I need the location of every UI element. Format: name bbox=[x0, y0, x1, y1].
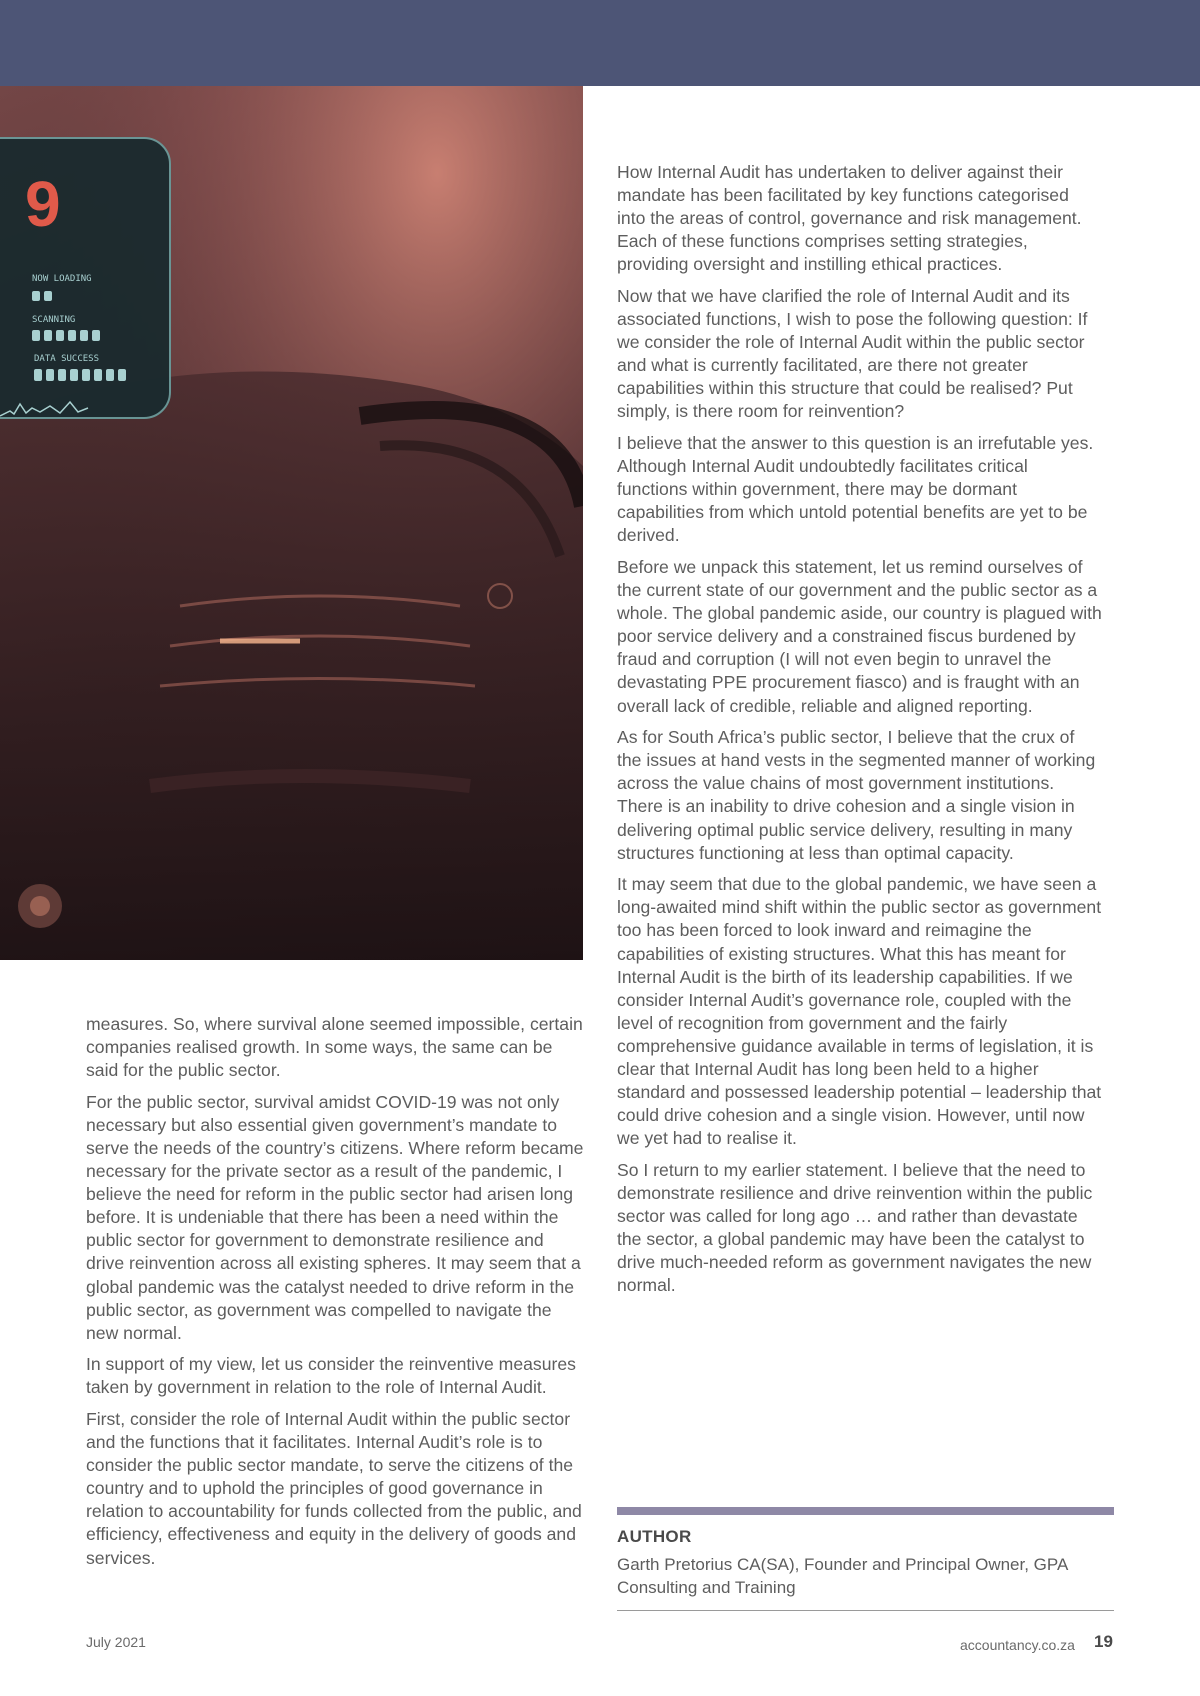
hud-label-loading: NOW LOADING bbox=[32, 274, 92, 284]
paragraph: measures. So, where survival alone seemed impossible, certain companies realised growth. In some ways, the same can be said for the public sector. bbox=[86, 1014, 583, 1081]
paragraph: So I return to my earlier statement. I believe that the need to demonstrate resilience and drive reinvention within the public sector was called for long ago … and rather than devastate the sector, a global pandemic may have been the catalyst to drive much-needed reform as government navigates the new normal. bbox=[617, 1159, 1093, 1296]
paragraph: For the public sector, survival amidst COVID-19 was not only necessary but also essential given government’s mandate to serve the needs of the country’s citizens. Where reform became necessary for the private sector as a result of the pandemic, I believe the need for reform in the public sector had arisen long before. It is undeniable that there has been a need within the public sector for government to demonstrate resilience and drive reinvention across all existing spheres. It may seem that a global pandemic was the catalyst needed to drive reform in the public sector, as government was compelled to navigate the new normal. bbox=[86, 1091, 584, 1343]
paragraph: As for South Africa’s public sector, I believe that the crux of the issues at hand vests in the segmented manner of working across the value chains of most government institutions. There is an inability to drive cohesion and a single vision in delivering optimal public service delivery, resulting in many structures functioning at less than optimal capacity. bbox=[617, 727, 1096, 863]
car-dashboard-photo bbox=[0, 86, 583, 960]
hud-number: 9 bbox=[25, 168, 61, 240]
paragraph: Now that we have clarified the role of Internal Audit and its associated functions, I wish to pose the following question: If we consider the role of Internal Audit within the public sector and what is currently facilitated, are there not greater capabilities within this structure that could be realised? Put simply, is there room for reinvention? bbox=[617, 285, 1088, 422]
author-heading: AUTHOR bbox=[617, 1527, 692, 1546]
paragraph: How Internal Audit has undertaken to deliver against their mandate has been facilitated by key functions categorised into the areas of control, governance and risk management. Each of these functions comprises setting strategies, providing oversight and instilling ethical practices. bbox=[617, 162, 1082, 275]
hud-display bbox=[0, 138, 170, 418]
footer-website: accountancy.co.za bbox=[960, 1637, 1075, 1653]
author-bottom-divider bbox=[617, 1610, 1114, 1611]
paragraph: Before we unpack this statement, let us remind ourselves of the current state of our government and the public sector as a whole. The global pandemic aside, our country is plagued with poor service delivery and a constrained fiscus burdened by fraud and corruption (I will not even begin to unravel the devastating PPE procurement fiasco) and is fraught with an overall lack of credible, reliable and aligned reporting. bbox=[617, 557, 1102, 716]
article-left-column bbox=[86, 1013, 586, 1578]
paragraph: In support of my view, let us consider the reinventive measures taken by government in relation to the role of Internal Audit. bbox=[86, 1354, 576, 1398]
hud-label-scanning: SCANNING bbox=[32, 315, 76, 325]
page-number: 19 bbox=[1094, 1632, 1113, 1651]
author-divider bbox=[617, 1507, 1114, 1515]
top-color-band bbox=[0, 0, 1200, 86]
footer-date: July 2021 bbox=[86, 1634, 146, 1650]
article-right-column bbox=[617, 161, 1102, 1306]
author-bio: Garth Pretorius CA(SA), Founder and Principal Owner, GPA Consulting and Training bbox=[617, 1555, 1068, 1597]
hud-label-success: DATA SUCCESS bbox=[34, 354, 100, 364]
paragraph: I believe that the answer to this question is an irrefutable yes. Although Internal Audit undoubtedly facilitates critical functions within government, there may be dormant capabilities from which untold potential benefits are yet to be derived. bbox=[617, 433, 1094, 546]
paragraph: First, consider the role of Internal Audit within the public sector and the functions that it facilitates. Internal Audit’s role is to consider the public sector mandate, to serve the citizens of the country and to uphold the principles of good governance in relation to accountability for funds collected from the public, and efficiency, effectiveness and equity in the delivery of goods and services. bbox=[86, 1409, 582, 1568]
paragraph: It may seem that due to the global pandemic, we have seen a long-awaited mind shift within the public sector as government too has been forced to look inward and reimagine the capabilities of existing structures. What this has meant for Internal Audit is the birth of its leadership capabilities. If we consider Internal Audit’s governance role, coupled with the level of recognition from government and the fairly comprehensive guidance available in terms of legislation, it is clear that Internal Audit has long been held to a higher standard and possessed leadership potential – leadership that could drive cohesion and a single vision. However, until now we yet had to realise it. bbox=[617, 874, 1102, 1149]
